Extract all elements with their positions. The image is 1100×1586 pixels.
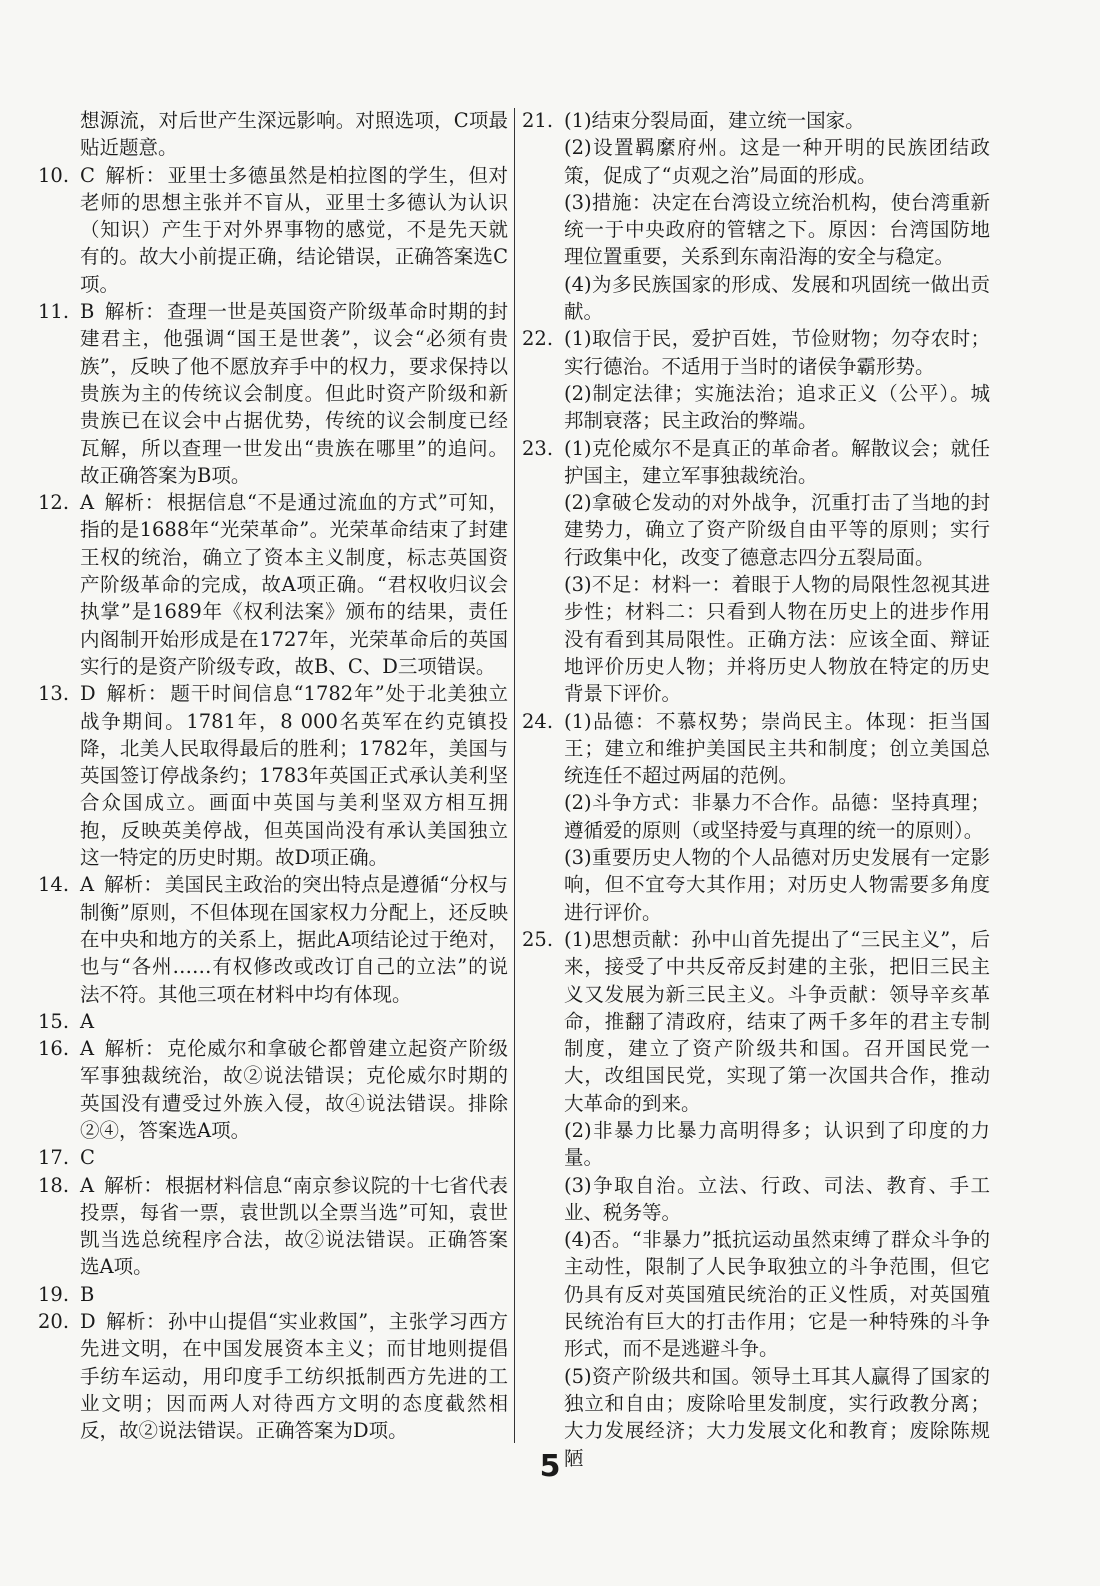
- item-label: 解析：: [105, 682, 169, 706]
- item-paragraph: (5)资产阶级共和国。领导土耳其人赢得了国家的独立和自由；废除哈里发制度，实行政教分离；大力发展经济；大力发展文化和教育；废除陈规陋: [564, 1364, 990, 1470]
- answer-item: [522, 325, 990, 434]
- item-number: 18.: [38, 1173, 70, 1197]
- item-answer: C: [80, 163, 95, 187]
- item-paragraph: (4)否。“非暴力”抵抗运动虽然束缚了群众斗争的主动性，限制了人民争取独立的斗争范围，但它仍具有反对英国殖民统治的正义性质，对英国殖民统治有巨大的打击作用；它是一种特殊的斗争形式，而不是逃避斗争。: [564, 1228, 990, 1361]
- item-number: 13.: [38, 682, 70, 706]
- item-number: 23.: [522, 436, 554, 460]
- item-paragraph: (2)非暴力比暴力高明得多；认识到了印度的力量。: [564, 1118, 990, 1170]
- item-answer: A: [80, 491, 95, 515]
- item-label: 解析：: [104, 1173, 163, 1197]
- item-answer: D: [80, 682, 96, 706]
- item-explanation: 查理一世是英国资产阶级革命时期的封建君主，他强调“国王是世袭”，议会“必须有贵族”，反映了他不愿放弃手中的权力，要求保持以贵族为主的传统议会制度。但此时资产阶级和新贵族已在议会中占据优势，传统的议会制度已经瓦解，所以查理一世发出“贵族在哪里”的追问。故正确答案为B项。: [80, 300, 508, 487]
- item-number: 11.: [38, 300, 70, 324]
- answer-item: [522, 708, 990, 926]
- item-answer: C: [80, 1146, 95, 1170]
- item-explanation: 根据信息“不是通过流血的方式”可知，指的是1688年“光荣革命”。光荣革命结束了封建王权的统治，确立了资本主义制度，标志英国资产阶级革命的完成，故A项正确。“君权收归议会执掌”是1689年《权利法案》颁布的结果，责任内阁制开始形成是在1727年，光荣革命后的英国实行的是资产阶级专政，故B、C、D三项错误。: [80, 491, 508, 678]
- answer-item: [38, 1144, 508, 1171]
- item-paragraph: (1)克伦威尔不是真正的革命者。解散议会；就任护国主，建立军事独裁统治。: [564, 436, 990, 487]
- item-number: 17.: [38, 1146, 70, 1170]
- item-body: [80, 298, 508, 489]
- item-paragraph: (3)不足：材料一：着眼于人物的局限性忽视其进步性；材料二：只看到人物在历史上的进步作用没有看到其局限性。正确方法：应该全面、辩证地评价历史人物；并将历史人物放在特定的历史背景下评价。: [564, 573, 990, 706]
- item-body: [564, 708, 990, 926]
- item-answer: B: [80, 300, 95, 324]
- item-label: 解析：: [104, 163, 166, 187]
- item-body: [80, 1308, 508, 1444]
- item-number: 25.: [522, 927, 554, 951]
- item-explanation: 克伦威尔和拿破仑都曾建立起资产阶级军事独裁统治，故②说法错误；克伦威尔时期的英国没有遭受过外族入侵，故④说法错误。排除②④，答案选A项。: [80, 1037, 508, 1142]
- item-paragraph: (3)措施：决定在台湾设立统治机构，使台湾重新统一于中央政府的管辖之下。原因：台湾国防地理位置重要，关系到东南沿海的安全与稳定。: [564, 190, 990, 269]
- item-body: [80, 680, 508, 871]
- answer-item: [38, 680, 508, 871]
- item-explanation: 题干时间信息“1782年”处于北美独立战争期间。1781年，8 000名英军在约克镇投降，北美人民取得最后的胜利；1782年，美国与英国签订停战条约；1783年英国正式承认美利坚合众国成立。画面中英国与美利坚双方相互拥抱，反映英美停战，但英国尚没有承认美国独立这一特定的历史时期。故D项正确。: [80, 682, 508, 870]
- item-paragraph: (1)思想贡献：孙中山首先提出了“三民主义”，后来，接受了中共反帝反封建的主张，把旧三民主义又发展为新三民主义。斗争贡献：领导辛亥革命，推翻了清政府，结束了两千多年的君主专制制度，建立了资产阶级共和国。召开国民党一大，改组国民党，实现了第一次国共合作，推动大革命的到来。: [564, 927, 990, 1115]
- continued-text: 想源流，对后世产生深远影响。对照选项，C项最贴近题意。: [80, 109, 508, 160]
- item-body: [564, 107, 990, 325]
- item-number: 10.: [38, 163, 70, 187]
- right-column: [522, 107, 990, 1472]
- answer-item: [522, 107, 990, 325]
- right-answer-list: [522, 107, 990, 1472]
- item-paragraph: (2)制定法律；实施法治；追求正义（公平）。城邦制衰落；民主政治的弊端。: [564, 381, 990, 433]
- item-explanation: 根据材料信息“南京参议院的十七省代表投票，每省一票，袁世凯以全票当选”可知，袁世凯当选总统程序合法，故②说法错误。正确答案选A项。: [80, 1173, 508, 1279]
- item-body: [80, 1008, 508, 1035]
- item-body: [80, 1172, 508, 1281]
- item-label: 解析：: [104, 491, 165, 515]
- item-number: 16.: [38, 1037, 70, 1061]
- item-label: 解析：: [104, 1037, 165, 1061]
- item-body: [80, 162, 508, 298]
- item-body: [80, 871, 508, 1007]
- item-body: [80, 1035, 508, 1144]
- item-number: 22.: [522, 327, 554, 351]
- answer-item: [522, 926, 990, 1472]
- item-explanation: 亚里士多德虽然是柏拉图的学生，但对老师的思想主张并不盲从，亚里士多德认为认识（知识）产生于对外界事物的感觉，不是先天就有的。故大小前提正确，结论错误，正确答案选C项。: [80, 163, 508, 296]
- item-number: 20.: [38, 1310, 70, 1334]
- item-answer: B: [80, 1282, 95, 1306]
- left-answer-list: [38, 162, 508, 1445]
- item-label: 解析：: [104, 300, 166, 324]
- item-number: 12.: [38, 491, 70, 515]
- item-answer: A: [80, 1173, 95, 1197]
- item-number: 24.: [522, 709, 554, 733]
- item-explanation: 孙中山提倡“实业救国”，主张学习西方先进文明，在中国发展资本主义；而甘地则提倡手纺车运动，用印度手工纺织抵制西方先进的工业文明；因而两人对待西方文明的态度截然相反，故②说法错误。正确答案为D项。: [80, 1310, 508, 1443]
- answer-item: [38, 871, 508, 1007]
- item-explanation: 美国民主政治的突出特点是遵循“分权与制衡”原则，不但体现在国家权力分配上，还反映在中央和地方的关系上，据此A项结论过于绝对，也与“各州……有权修改或改订自己的立法”的说法不符。其他三项在材料中均有体现。: [80, 873, 508, 1006]
- answer-item: [38, 298, 508, 489]
- item-body: [564, 325, 990, 434]
- item-paragraph: (3)争取自治。立法、行政、司法、教育、手工业、税务等。: [564, 1173, 990, 1224]
- column-divider: [514, 108, 515, 1443]
- item-answer: A: [80, 1009, 95, 1033]
- item-number: 14.: [38, 873, 70, 897]
- item-paragraph: (2)设置羁縻府州。这是一种开明的民族团结政策，促成了“贞观之治”局面的形成。: [564, 136, 990, 187]
- answer-item: [38, 1308, 508, 1444]
- answer-item: [38, 1008, 508, 1035]
- item-number: 19.: [38, 1282, 70, 1306]
- left-column: [38, 107, 508, 1445]
- item-body: [80, 1144, 508, 1171]
- item-number: 15.: [38, 1009, 70, 1033]
- item-number: 21.: [522, 109, 554, 132]
- item-answer: A: [80, 873, 95, 897]
- answer-item: [38, 489, 508, 680]
- item-paragraph: (4)为多民族国家的形成、发展和巩固统一做出贡献。: [564, 272, 990, 324]
- answer-item: [38, 1035, 508, 1144]
- item-paragraph: (1)取信于民，爱护百姓，节俭财物；勿夺农时；实行德治。不适用于当时的诸侯争霸形势。: [564, 327, 990, 378]
- item-paragraph: (1)品德：不慕权势；崇尚民主。体现：拒当国王；建立和维护美国民主共和制度；创立美国总统连任不超过两届的范例。: [564, 709, 990, 788]
- answer-item: [38, 1172, 508, 1281]
- item-body: [80, 1281, 508, 1308]
- item-answer: D: [80, 1310, 96, 1334]
- item-paragraph: (3)重要历史人物的个人品德对历史发展有一定影响，但不宜夸大其作用；对历史人物需要多角度进行评价。: [564, 846, 990, 924]
- item-body: [564, 926, 990, 1472]
- item-body: [564, 435, 990, 708]
- item-paragraph: (1)结束分裂局面，建立统一国家。: [564, 109, 865, 132]
- item-answer: A: [80, 1037, 95, 1061]
- page-number: 5: [539, 1449, 561, 1484]
- item-label: 解析：: [105, 1310, 167, 1334]
- answer-item: [38, 1281, 508, 1308]
- answer-item: [522, 435, 990, 708]
- item-body: [80, 489, 508, 680]
- item-label: 解析：: [104, 873, 163, 897]
- answer-item: [38, 162, 508, 298]
- item-paragraph: (2)拿破仑发动的对外战争，沉重打击了当地的封建势力，确立了资产阶级自由平等的原则；实行行政集中化，改变了德意志四分五裂局面。: [564, 491, 990, 569]
- item-paragraph: (2)斗争方式：非暴力不合作。品德：坚持真理；遵循爱的原则（或坚持爱与真理的统一的原则）。: [564, 791, 990, 842]
